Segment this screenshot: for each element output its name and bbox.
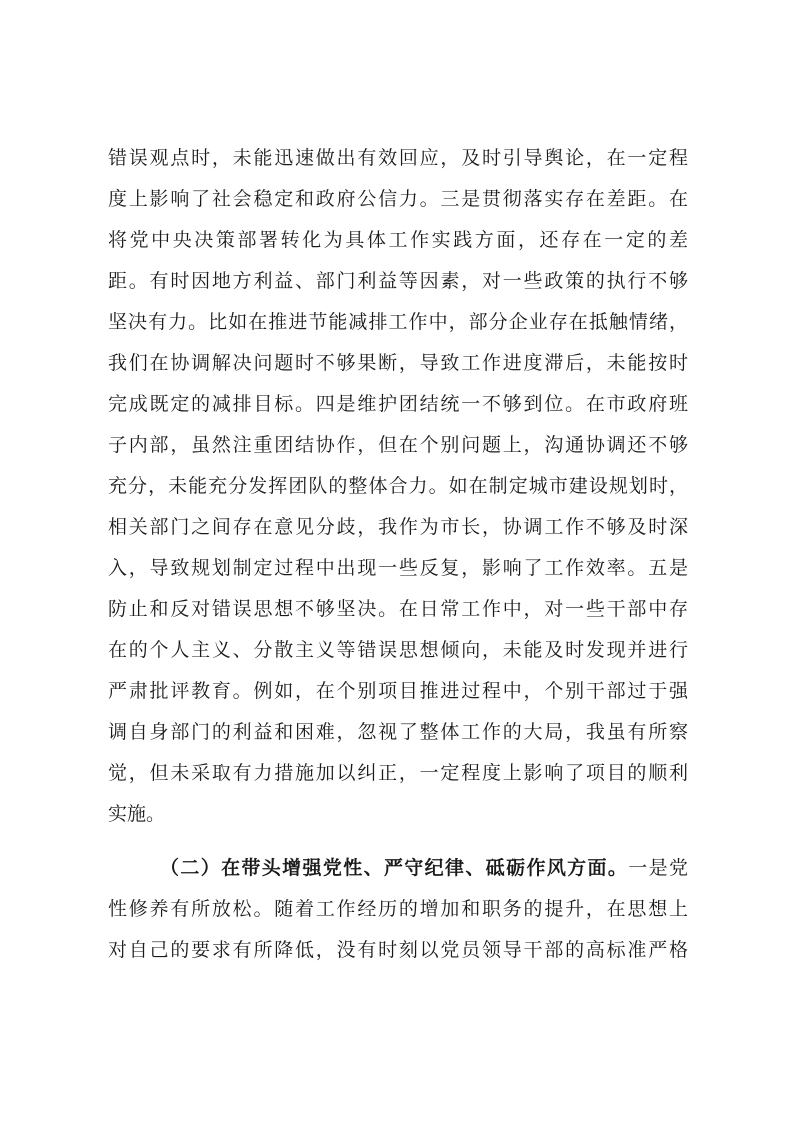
paragraph-line: 相关部门之间存在意见分歧，我作为市长，协调工作不够及时深 <box>108 516 688 538</box>
paragraph-line: 坚决有力。比如在推进节能减排工作中，部分企业存在抵触情绪， <box>108 311 688 333</box>
paragraph-line: 在的个人主义、分散主义等错误思想倾向，未能及时发现并进行 <box>108 639 688 661</box>
paragraph-line: 距。有时因地方利益、部门利益等因素，对一些政策的执行不够 <box>108 270 688 292</box>
paragraph-line: 充分，未能充分发挥团队的整体合力。如在制定城市建设规划时， <box>108 475 688 497</box>
paragraph-line: 调自身部门的利益和困难，忽视了整体工作的大局，我虽有所察 <box>108 721 688 743</box>
paragraph-line: 度上影响了社会稳定和政府公信力。三是贯彻落实存在差距。在 <box>108 188 688 210</box>
paragraph-line: 对自己的要求有所降低，没有时刻以党员领导干部的高标准严格 <box>108 939 688 961</box>
paragraph-line: 严肃批评教育。例如，在个别项目推进过程中，个别干部过于强 <box>108 680 688 702</box>
paragraph-line: 完成既定的减排目标。四是维护团结统一不够到位。在市政府班 <box>108 393 688 415</box>
paragraph-line: 子内部，虽然注重团结协作，但在个别问题上，沟通协调还不够 <box>108 434 688 456</box>
paragraph-line: 觉，但未采取有力措施加以纠正，一定程度上影响了项目的顺利 <box>108 762 688 784</box>
heading-line-tail: 一是党 <box>628 857 688 879</box>
section-heading-line <box>160 853 688 883</box>
paragraph-line: 性修养有所放松。随着工作经历的增加和职务的提升，在思想上 <box>108 898 688 920</box>
paragraph-line: 实施。 <box>108 803 166 825</box>
paragraph-line: 将党中央决策部署转化为具体工作实践方面，还存在一定的差 <box>108 229 688 251</box>
paragraph-line: 防止和反对错误思想不够坚决。在日常工作中，对一些干部中存 <box>108 598 688 620</box>
paragraph-line: 我们在协调解决问题时不够果断，导致工作进度滞后，未能按时 <box>108 352 688 374</box>
paragraph-line: 入，导致规划制定过程中出现一些反复，影响了工作效率。五是 <box>108 557 688 579</box>
section-heading: （二）在带头增强党性、严守纪律、砥砺作风方面。 <box>160 857 629 879</box>
paragraph-line: 错误观点时，未能迅速做出有效回应，及时引导舆论，在一定程 <box>108 147 688 169</box>
